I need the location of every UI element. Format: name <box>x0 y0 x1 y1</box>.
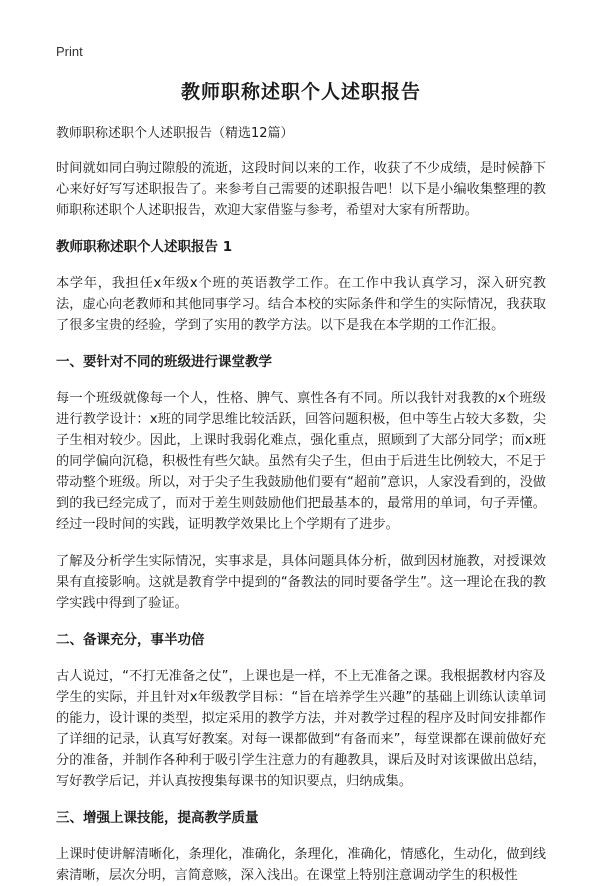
section-2-paragraph-1: 古人说过，“不打无准备之仗”，上课也是一样，不上无准备之课。我根据教材内容及学生的实际，并且针对x年级教学目标：“旨在培养学生兴趣”的基础上训练认读单词的能力，设计课的类型，拟定采用的教学方法，并对教学过程的程序及时间安排都作了详细的记录，认真写好教案。对每一课都做到“有备而来”，每堂课都在课前做好充分的准备，并制作各种利于吸引学生注意力的有趣教具，课后及时对该课做出总结，写好教学后记，并认真按搜集每课书的知识要点，归纳成集。 <box>56 669 546 789</box>
document-subtitle: 教师职称述职个人述职报告（精选12篇） <box>56 126 294 141</box>
report-heading: 教师职称述职个人述职报告 1 <box>56 239 233 255</box>
section-3-paragraph-1: 上课时使讲解清晰化，条理化，准确化，条理化，准确化，情感化，生动化，做到线索清晰，层次分明，言简意赅，深入浅出。在课堂上特别注意调动学生的积极性 <box>56 847 546 883</box>
report-intro-paragraph: 本学年，我担任x年级x个班的英语教学工作。在工作中我认真学习，深入研究教法，虚心向老教师和其他同事学习。结合本校的实际条件和学生的实际情况，我获取了很多宝贵的经验，学到了实用的教学方法。以下是我在本学期的工作汇报。 <box>56 276 546 333</box>
section-1-heading: 一、要针对不同的班级进行课堂教学 <box>56 354 272 370</box>
section-1-paragraph-2: 了解及分析学生实际情况，实事求是，具体问题具体分析，做到因材施教，对授课效果有直接影响。这就是教育学中提到的“备教法的同时要备学生”。这一理论在我的教学实践中得到了验证。 <box>56 554 546 611</box>
section-2-heading: 二、备课充分，事半功倍 <box>56 632 205 648</box>
section-1-paragraph-1: 每一个班级就像每一个人，性格、脾气、禀性各有不同。所以我针对我教的x个班级进行教学设计：x班的同学思维比较活跃，回答问题积极，但中等生占较大多数，尖子生相对较少。因此，上课时我弱化难点，强化重点，照顾到了大部分同学；而x班的同学偏向沉稳，积极性有些欠缺。虽然有尖子生，但由于后进生比例较大，不足于带动整个班级。所以，对于尖子生我鼓励他们要有“超前”意识，人家没看到的，没做到的我已经完成了，而对于差生则鼓励他们把最基本的，最常用的单词，句子弄懂。经过一段时间的实践，证明教学效果比上个学期有了进步。 <box>56 391 546 532</box>
document-title: 教师职称述职个人述职报告 <box>180 81 421 103</box>
section-3-heading: 三、增强上课技能，提高教学质量 <box>56 810 259 826</box>
intro-paragraph: 时间就如同白驹过隙般的流逝，这段时间以来的工作，收获了不少成绩，是时候静下心来好好写写述职报告了。来参考自己需要的述职报告吧！以下是小编收集整理的教师职称述职个人述职报告，欢迎大家借鉴与参考，希望对大家有所帮助。 <box>56 161 546 218</box>
print-label[interactable]: Print <box>56 44 83 59</box>
